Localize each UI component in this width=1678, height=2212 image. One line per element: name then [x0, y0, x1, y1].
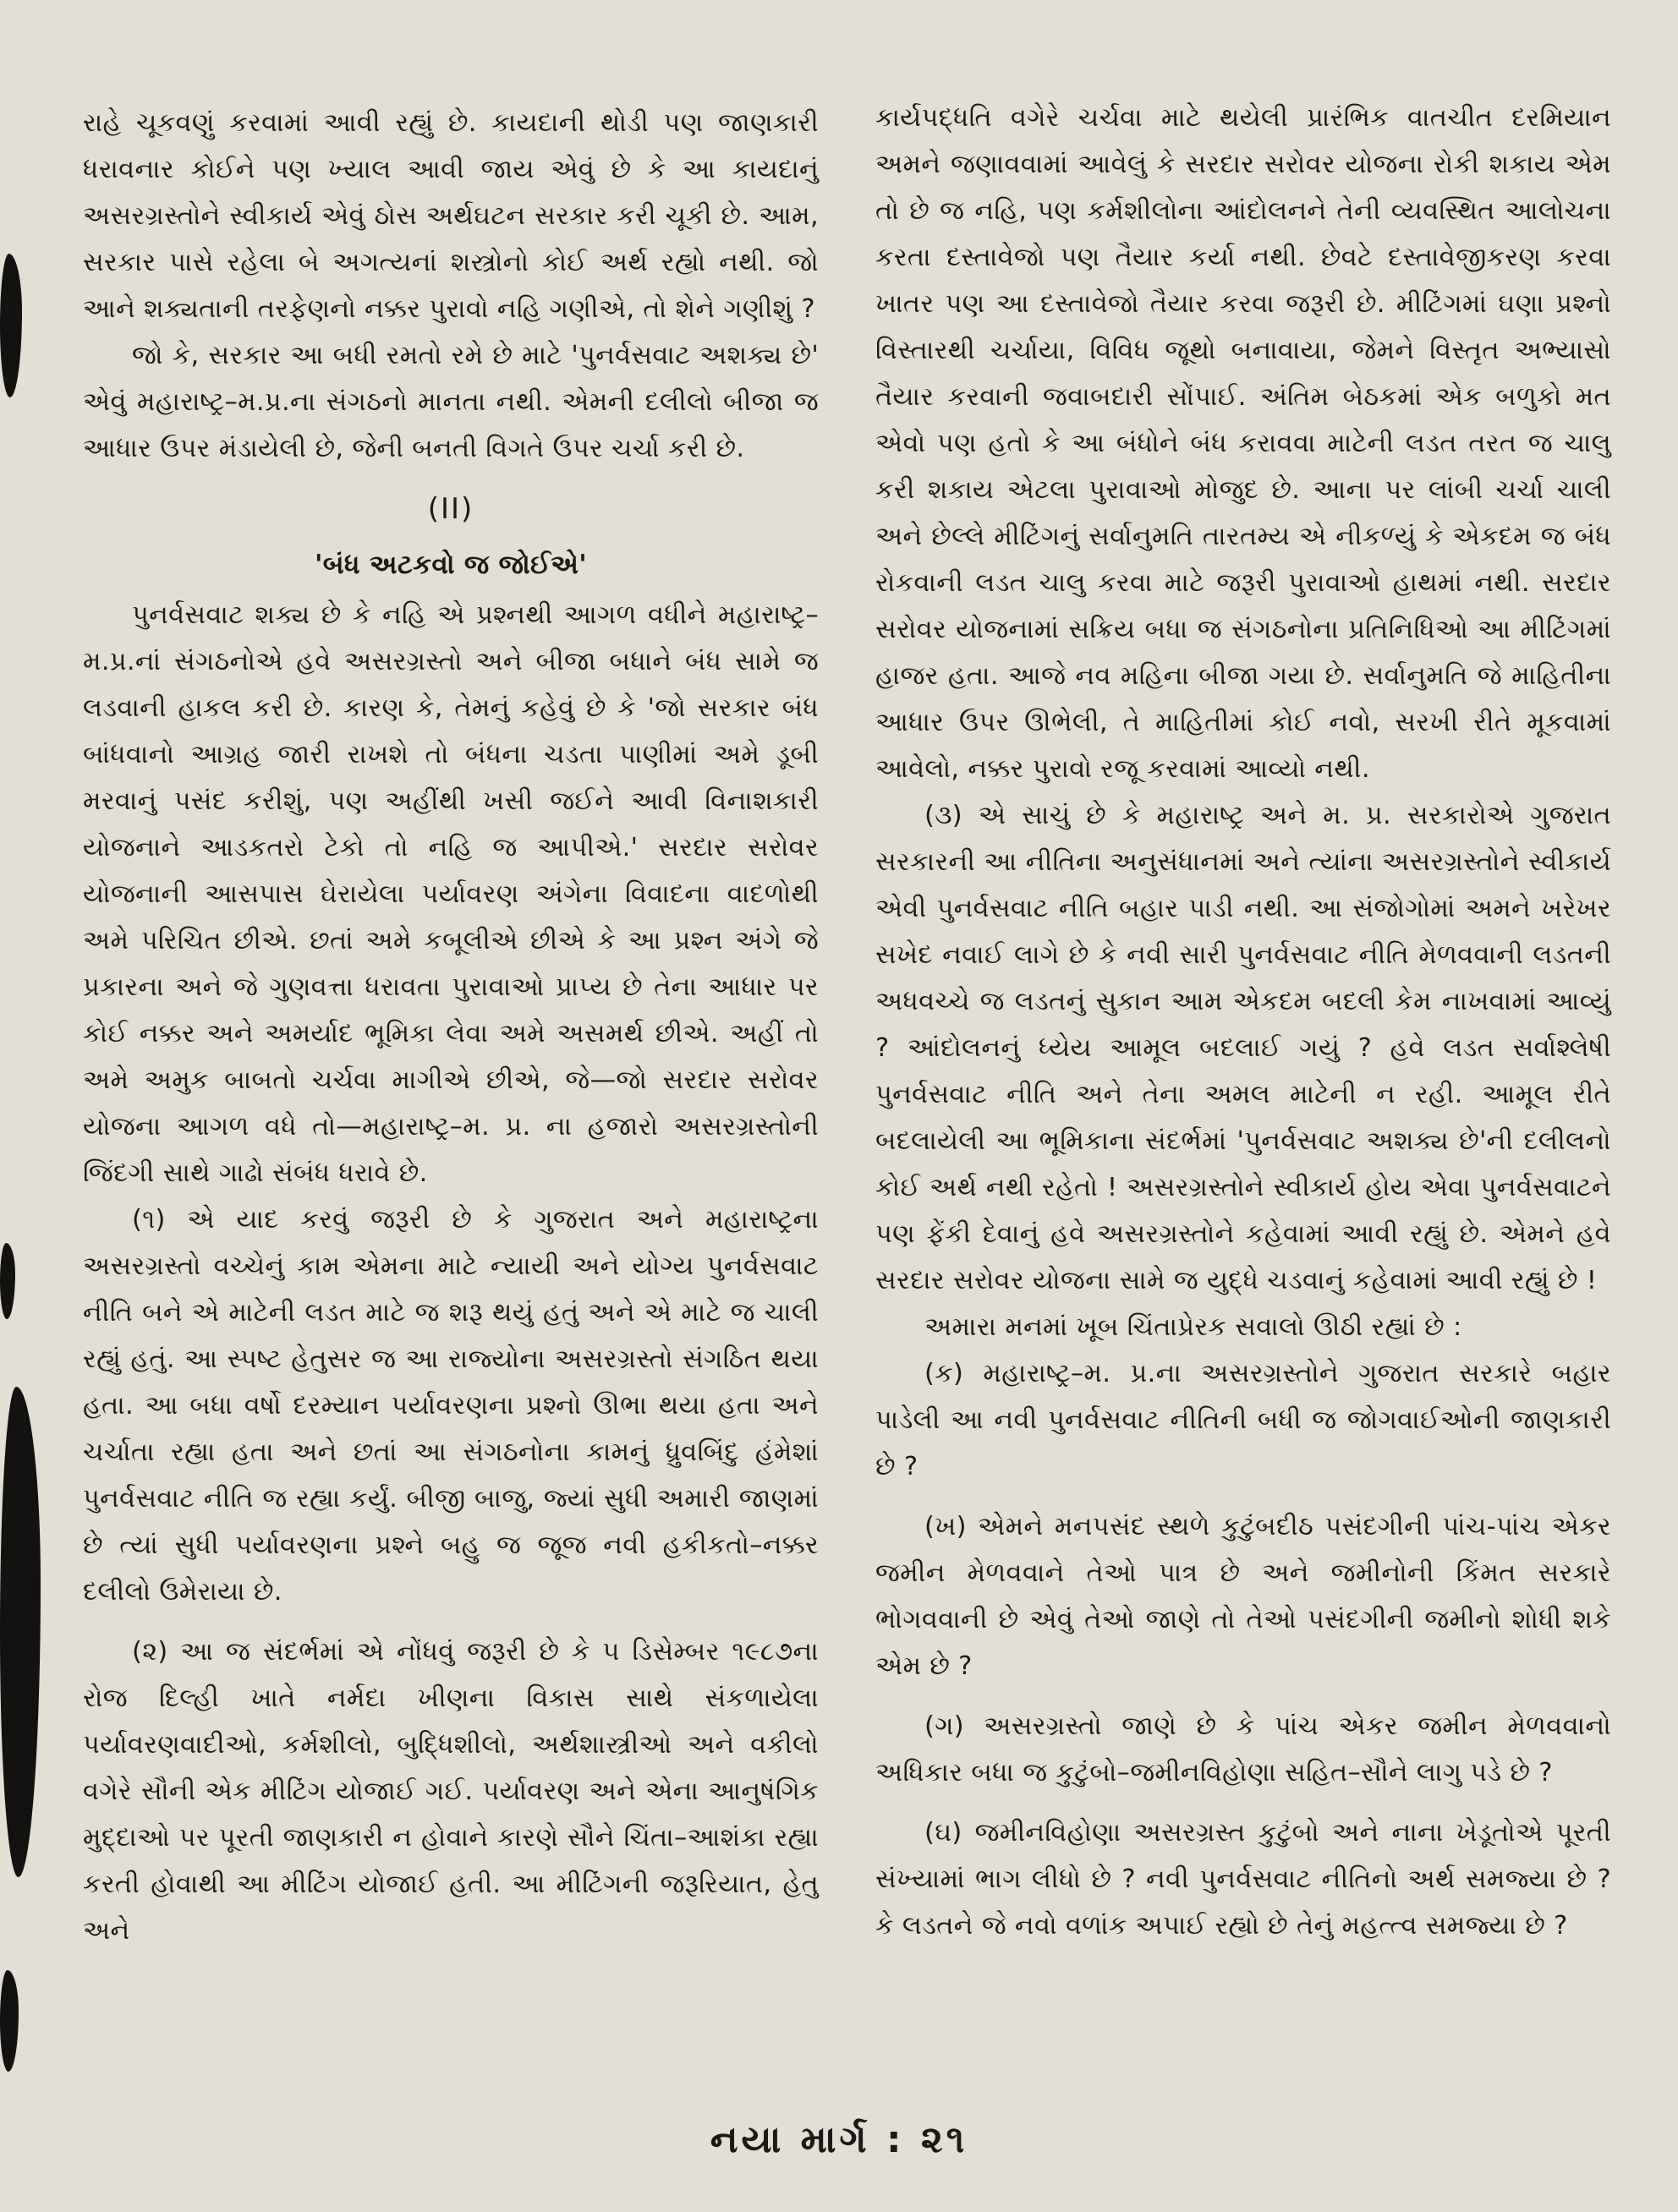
paragraph: અમારા મનમાં ખૂબ ચિંતાપ્રેરક સવાલો ઊઠી રહ્યાં છે : — [924, 1312, 1462, 1342]
question-item: (ક) મહારાષ્ટ્ર–મ. પ્ર.ના અસરગ્રસ્તોને ગુજરાત સરકારે બહાર પાડેલી આ નવી પુનર્વસવાટ નીતિની બધી જ જોગવાઈઓની જાણકારી છે ? — [875, 1359, 1611, 1481]
left-column — [83, 100, 819, 1954]
page-footer: નયા માર્ગ : ૨૧ — [710, 2118, 968, 2161]
question-item: (ગ) અસરગ્રસ્તો જાણે છે કે પાંચ એકર જમીન મેળવવાનો અધિકાર બધા જ કુટુંબો–જમીનવિહોણા સહિત–સૌને લાગુ પડે છે ? — [875, 1711, 1611, 1788]
paragraph: કાર્યપદ્ધતિ વગેરે ચર્ચવા માટે થયેલી પ્રારંભિક વાતચીત દરમિયાન અમને જણાવવામાં આવેલું કે સરદાર સરોવર યોજના રોકી શકાય એમ તો છે જ નહિ, પણ કર્મશીલોના આંદોલનને તેની વ્યવસ્થિત આલોચના કરતા દસ્તાવેજો પણ તૈયાર કર્યા નથી. છેવટે દસ્તાવેજીકરણ કરવા ખાતર પણ આ દસ્તાવેજો તૈયાર કરવા જરૂરી છે. મીટિંગમાં ઘણા પ્રશ્નો વિસ્તારથી ચર્ચાયા, વિવિધ જૂથો બનાવાયા, જેમને વિસ્તૃત અભ્યાસો તૈયાર કરવાની જવાબદારી સોંપાઈ. અંતિમ બેઠકમાં એક બળુકો મત એવો પણ હતો કે આ બંધોને બંધ કરાવવા માટેની લડત તરત જ ચાલુ કરી શકાય એટલા પુરાવાઓ મોજુદ છે. આના પર લાંબી ચર્ચા ચાલી અને છેલ્લે મીટિંગનું સર્વાનુમતિ તારતમ્ય એ નીકળ્યું કે એકદમ જ બંધ રોકવાની લડત ચાલુ કરવા માટે જરૂરી પુરાવાઓ હાથમાં નથી. સરદાર સરોવર યોજનામાં સક્રિય બધા જ સંગઠનોના પ્રતિનિધિઓ આ મીટિંગમાં હાજર હતા. આજે નવ મહિના બીજા ગયા છે. સર્વાનુમતિ જે માહિતીના આધાર ઉપર ઊભેલી, તે માહિતીમાં કોઈ નવો, સરખી રીતે મૂકવામાં આવેલો, નક્કર પુરાવો રજૂ કરવામાં આવ્યો નથી. — [875, 103, 1611, 784]
paper-damage-middle — [0, 1387, 41, 1877]
paragraph: જો કે, સરકાર આ બધી રમતો રમે છે માટે 'પુનર્વસવાટ અશક્ય છે' એવું મહારાષ્ટ્ર–મ.પ્ર.ના સંગઠનો માનતા નથી. એમની દલીલો બીજા જ આધાર ઉપર મંડાયેલી છે, જેની બનતી વિગતે ઉપર ચર્ચા કરી છે. — [83, 341, 819, 463]
section-number: (II) — [427, 492, 474, 526]
section-title: 'બંધ અટકવો જ જોઈએ' — [314, 550, 588, 580]
paragraph: (૨) આ જ સંદર્ભમાં એ નોંધવું જરૂરી છે કે ૫ ડિસેમ્બર ૧૯૮૭ના રોજ દિલ્હી ખાતે નર્મદા ખીણના વિકાસ સાથે સંકળાયેલા પર્યાવરણવાદીઓ, કર્મશીલો, બુદ્ધિશીલો, અર્થશાસ્ત્રીઓ અને વકીલો વગેરે સૌની એક મીટિંગ યોજાઈ ગઈ. પર્યાવરણ અને એના આનુષંગિક મુદ્દાઓ પર પૂરતી જાણકારી ન હોવાને કારણે સૌને ચિંતા–આશંકા રહ્યા કરતી હોવાથી આ મીટિંગ યોજાઈ હતી. આ મીટિંગની જરૂરિયાત, હેતુ અને — [83, 1637, 819, 1946]
paragraph: (૩) એ સાચું છે કે મહારાષ્ટ્ર અને મ. પ્ર. સરકારોએ ગુજરાત સરકારની આ નીતિના અનુસંધાનમાં અને ત્યાંના અસરગ્રસ્તોને સ્વીકાર્ય એવી પુનર્વસવાટ નીતિ બહાર પાડી નથી. આ સંજોગોમાં અમને ખરેખર સખેદ નવાઈ લાગે છે કે નવી સારી પુનર્વસવાટ નીતિ મેળવવાની લડતની અધવચ્ચે જ લડતનું સુકાન આમ એકદમ બદલી કેમ નાખવામાં આવ્યું ? આંદોલનનું ધ્યેય આમૂલ બદલાઈ ગયું ? હવે લડત સર્વાશ્લેષી પુનર્વસવાટ નીતિ અને તેના અમલ માટેની ન રહી. આમૂલ રીતે બદલાયેલી આ ભૂમિકાના સંદર્ભમાં 'પુનર્વસવાટ અશક્ય છે'ની દલીલનો કોઈ અર્થ નથી રહેતો ! અસરગ્રસ્તોને સ્વીકાર્ય હોય એવા પુનર્વસવાટને પણ ફેંકી દેવાનું હવે અસરગ્રસ્તોને કહેવામાં આવી રહ્યું છે. એમને હવે સરદાર સરોવર યોજના સામે જ યુદ્ધે ચડવાનું કહેવામાં આવી રહ્યું છે ! — [875, 801, 1611, 1295]
paper-damage-bottom — [0, 1970, 19, 2072]
question-item: (ખ) એમને મનપસંદ સ્થળે કુટુંબદીઠ પસંદગીની પાંચ-પાંચ એકર જમીન મેળવવાને તેઓ પાત્ર છે અને જમીનોની કિંમત સરકારે ભોગવવાની છે એવું તેઓ જાણે તો તેઓ પસંદગીની જમીનો શોધી શકે એમ છે ? — [875, 1512, 1611, 1681]
right-column — [875, 95, 1611, 1949]
paragraph: પુનર્વસવાટ શક્ય છે કે નહિ એ પ્રશ્નથી આગળ વધીને મહારાષ્ટ્ર–મ.પ્ર.નાં સંગઠનોએ હવે અસરગ્રસ્તો અને બીજા બધાને બંધ સામે જ લડવાની હાકલ કરી છે. કારણ કે, તેમનું કહેવું છે કે 'જો સરકાર બંધ બાંધવાનો આગ્રહ જારી રાખશે તો બંધના ચડતા પાણીમાં અમે ડૂબી મરવાનું પસંદ કરીશું, પણ અહીંથી ખસી જઈને આવી વિનાશકારી યોજનાને આડકતરો ટેકો તો નહિ જ આપીએ.' સરદાર સરોવર યોજનાની આસપાસ ઘેરાયેલા પર્યાવરણ અંગેના વિવાદના વાદળોથી અમે પરિચિત છીએ. છતાં અમે કબૂલીએ છીએ કે આ પ્રશ્ન અંગે જે પ્રકારના અને જે ગુણવત્તા ધરાવતા પુરાવાઓ પ્રાપ્ય છે તેના આધાર પર કોઈ નક્કર અને અમર્યાદ ભૂમિકા લેવા અમે અસમર્થ છીએ. અહીં તો અમે અમુક બાબતો ચર્ચવા માગીએ છીએ, જે—જો સરદાર સરોવર યોજના આગળ વધે તો—મહારાષ્ટ્ર–મ. પ્ર. ના હજારો અસરગ્રસ્તોની જિંદગી સાથે ગાઢો સંબંધ ધરાવે છે. — [83, 600, 819, 1188]
paragraph: રાહે ચૂકવણું કરવામાં આવી રહ્યું છે. કાયદાની થોડી પણ જાણકારી ધરાવનાર કોઈને પણ ખ્યાલ આવી જાય એવું છે કે આ કાયદાનું અસરગ્રસ્તોને સ્વીકાર્ય એવું ઠોસ અર્થઘટન સરકાર કરી ચૂકી છે. આમ, સરકાર પાસે રહેલા બે અગત્યનાં શસ્ત્રોનો કોઈ અર્થ રહ્યો નથી. જો આને શક્યતાની તરફેણનો નક્કર પુરાવો નહિ ગણીએ, તો શેને ગણીશું ? — [83, 108, 819, 324]
paper-damage-top — [0, 254, 22, 397]
question-item: (ઘ) જમીનવિહોણા અસરગ્રસ્ત કુટુંબો અને નાના ખેડૂતોએ પૂરતી સંખ્યામાં ભાગ લીધો છે ? નવી પુનર્વસવાટ નીતિનો અર્થ સમજ્યા છે ? કે લડતને જે નવો વળાંક અપાઈ રહ્યો છે તેનું મહત્ત્વ સમજ્યા છે ? — [875, 1818, 1611, 1941]
paper-damage-small — [0, 1243, 15, 1319]
paragraph: (૧) એ યાદ કરવું જરૂરી છે કે ગુજરાત અને મહારાષ્ટ્રના અસરગ્રસ્તો વચ્ચેનું કામ એમના માટે ન્યાયી અને યોગ્ય પુનર્વસવાટ નીતિ બને એ માટેની લડત માટે જ શરૂ થયું હતું અને એ માટે જ ચાલી રહ્યું હતું. આ સ્પષ્ટ હેતુસર જ આ રાજ્યોના અસરગ્રસ્તો સંગઠિત થયા હતા. આ બધા વર્ષો દરમ્યાન પર્યાવરણના પ્રશ્નો ઊભા થયા હતા અને ચર્ચાતા રહ્યા હતા અને છતાં આ સંગઠનોના કામનું ધ્રુવબિંદુ હંમેશાં પુનર્વસવાટ નીતિ જ રહ્યા કર્યું. બીજી બાજુ, જ્યાં સુધી અમારી જાણમાં છે ત્યાં સુધી પર્યાવરણના પ્રશ્ને બહુ જ જૂજ નવી હકીકતો–નક્કર દલીલો ઉમેરાયા છે. — [83, 1205, 819, 1607]
